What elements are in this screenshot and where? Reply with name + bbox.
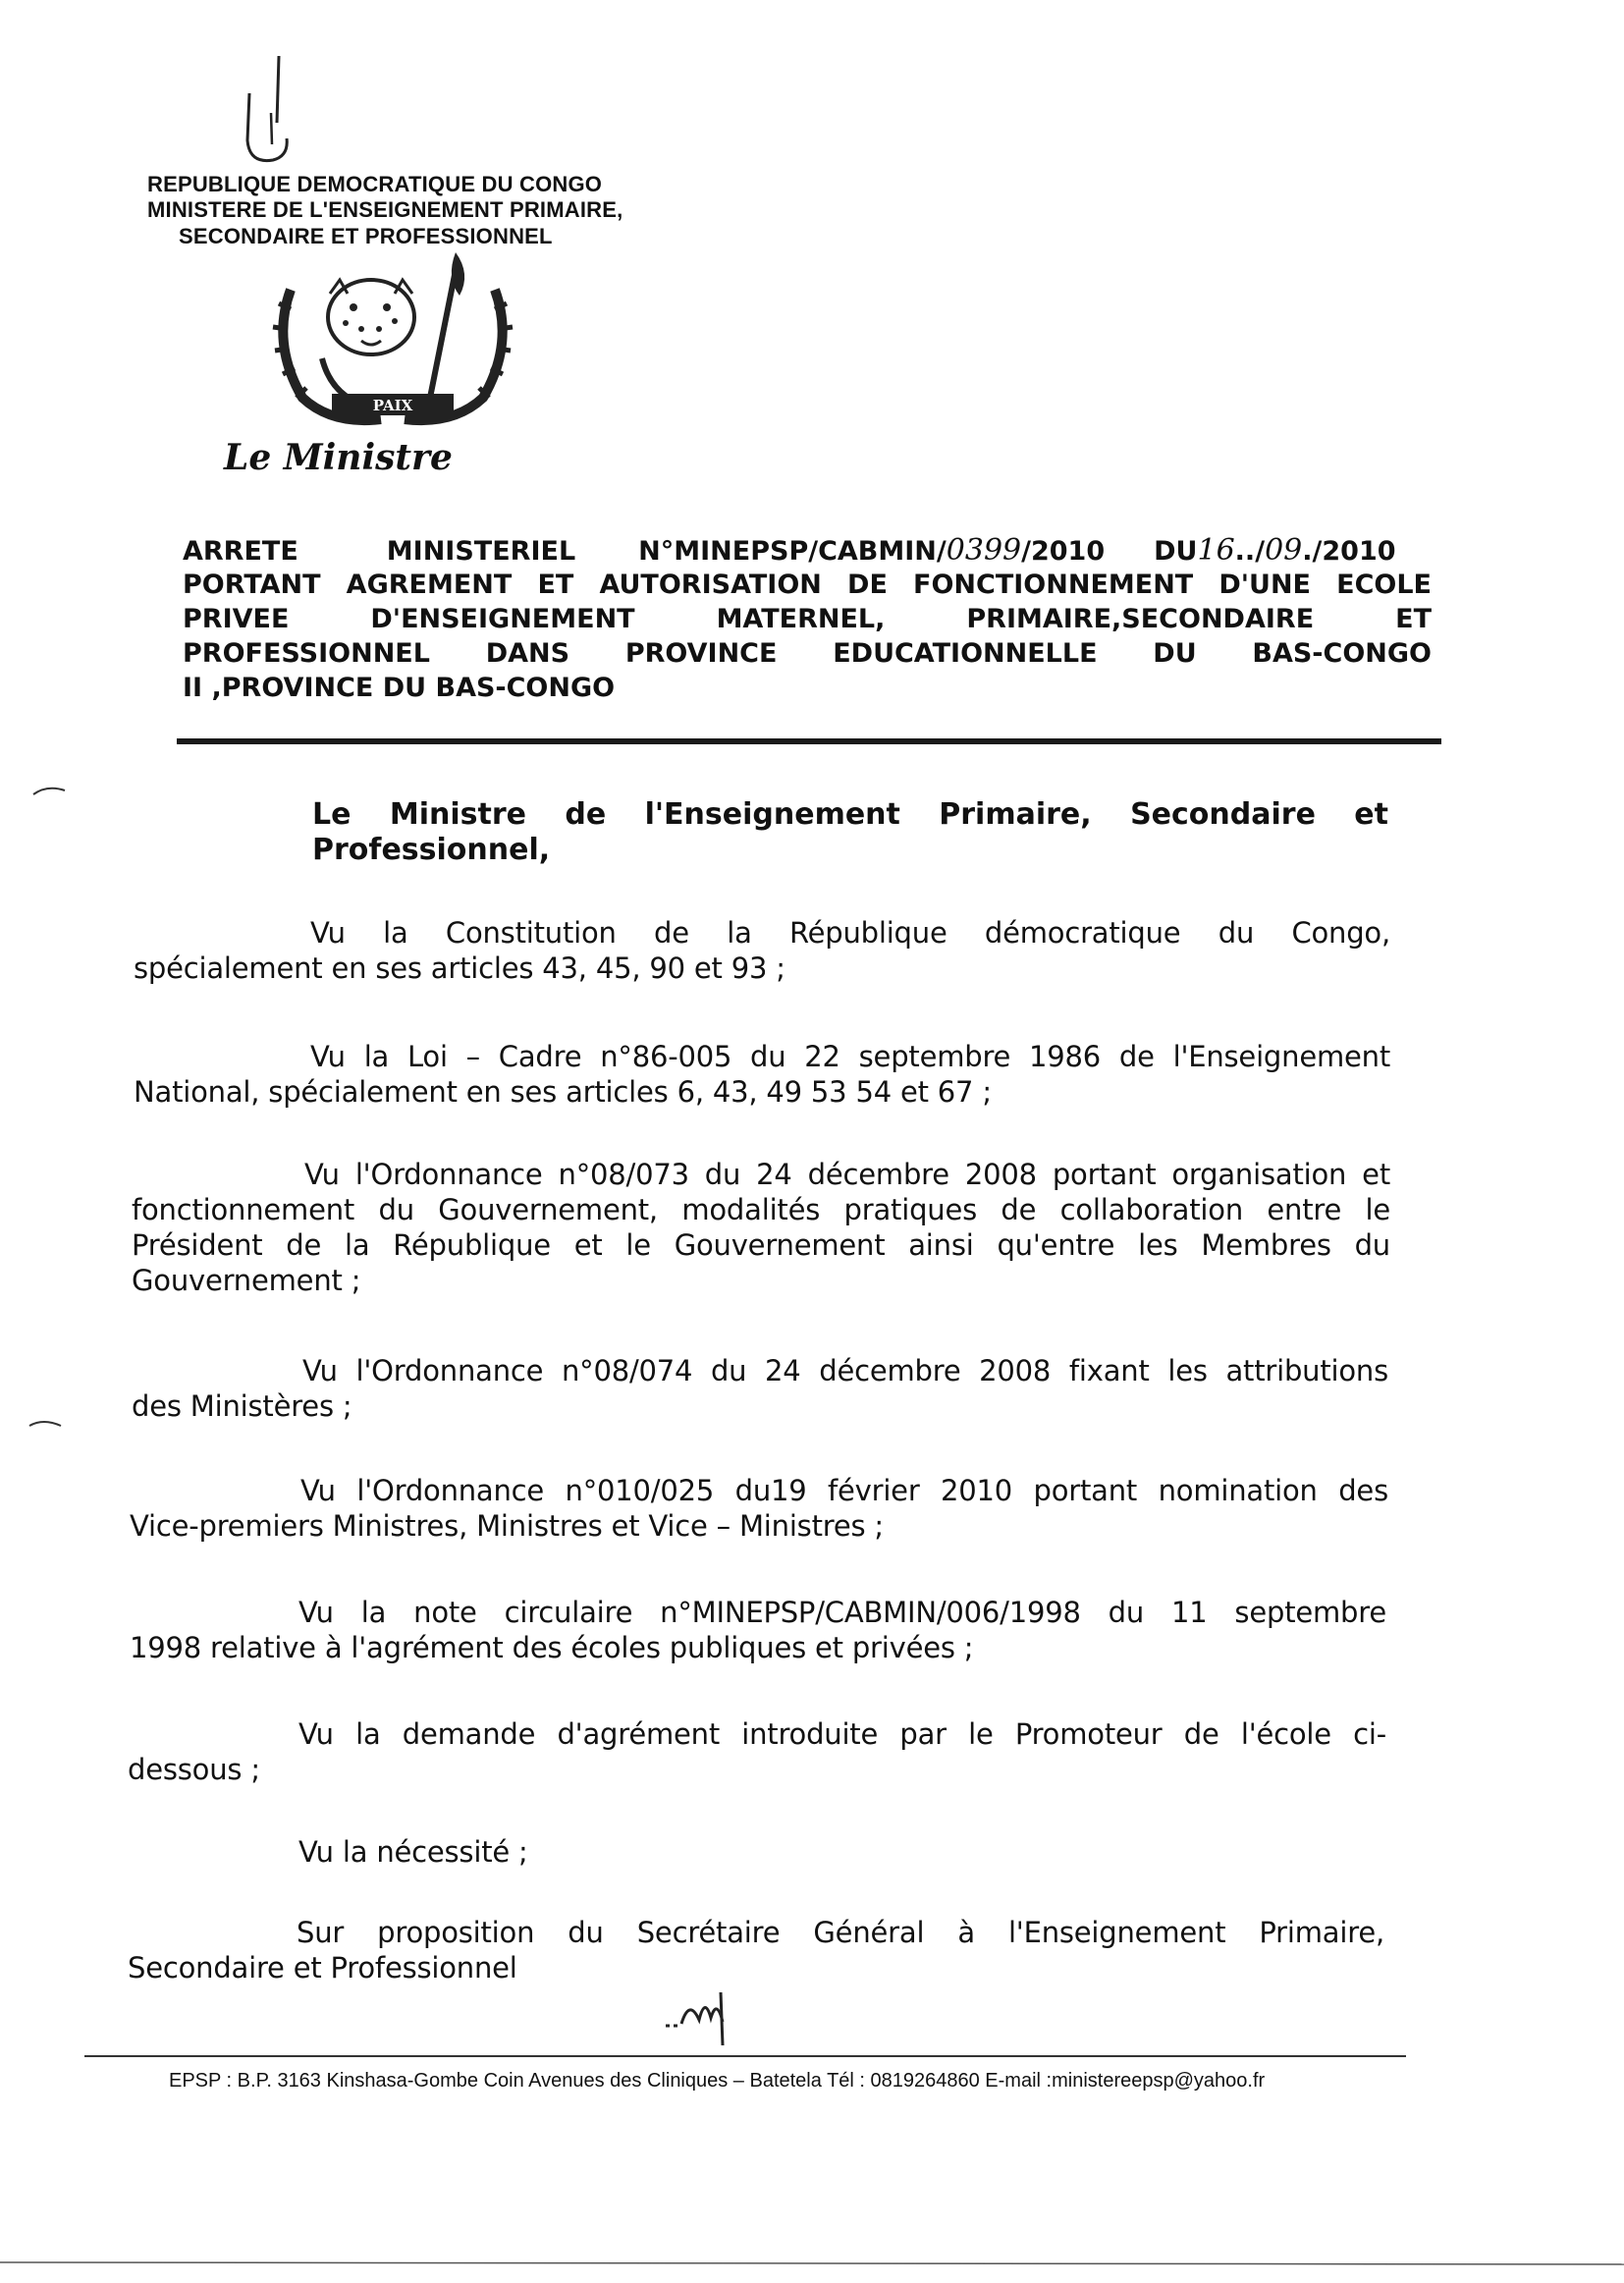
arrete-month-handwritten: 09: [1265, 533, 1303, 568]
para-ordonnance-073-line-1: Vu l'Ordonnance n°08/073 du 24 décembre 2008 portant organisation et: [304, 1158, 1390, 1191]
para-proposition-line-2: Secondaire et Professionnel: [128, 1951, 517, 1984]
para-loi-cadre-line-2: National, spécialement en ses articles 6, 43, 49 53 54 et 67 ;: [134, 1075, 992, 1109]
ministeriel-word: MINISTERIEL: [386, 536, 576, 567]
arrete-date-year: /2010: [1312, 536, 1396, 567]
para-loi-cadre-line-1: Vu la Loi – Cadre n°86-005 du 22 septembre 1986 de l'Enseignement: [310, 1040, 1390, 1073]
scan-artifact-icon: [29, 781, 69, 800]
para-ordonnance-073-line-3: Président de la République et le Gouvernement ainsi qu'entre les Membres du: [132, 1228, 1390, 1262]
para-note-circulaire-line-2: 1998 relative à l'agrément des écoles publiques et privées ;: [130, 1631, 974, 1664]
para-necessite: Vu la nécessité ;: [298, 1835, 528, 1869]
para-ordonnance-025-line-1: Vu l'Ordonnance n°010/025 du19 février 2010 portant nomination des: [300, 1474, 1388, 1507]
intro-line-1: Le Ministre de l'Enseignement Primaire, Secondaire et: [312, 797, 1388, 832]
para-ordonnance-025-line-2: Vice-premiers Ministres, Ministres et Vice – Ministres ;: [130, 1509, 884, 1543]
para-ordonnance-073-line-2: fonctionnement du Gouvernement, modalités pratiques de collaboration entre le: [132, 1193, 1390, 1226]
para-note-circulaire-line-1: Vu la note circulaire n°MINEPSP/CABMIN/006/1998 du 11 septembre: [298, 1596, 1386, 1629]
arrete-title-line-5: II ,PROVINCE DU BAS-CONGO: [183, 673, 616, 703]
para-ordonnance-073-line-4: Gouvernement ;: [132, 1264, 361, 1297]
scan-artifact-icon: [26, 1414, 65, 1434]
header-ministry: MINISTERE DE L'ENSEIGNEMENT PRIMAIRE,: [147, 197, 623, 222]
header-ministry-cont: SECONDAIRE ET PROFESSIONNEL: [179, 224, 553, 248]
para-constitution-line-1: Vu la Constitution de la République démocratique du Congo,: [310, 916, 1390, 950]
footer-address: EPSP : B.P. 3163 Kinshasa-Gombe Coin Avenues des Cliniques – Batetela Tél : 0819264860 E-mail :ministereepsp@yahoo.fr: [169, 2070, 1266, 2092]
intro-line-2: Professionnel,: [312, 833, 551, 867]
arrete-day-handwritten: 16: [1197, 533, 1235, 568]
title-divider: [177, 738, 1441, 744]
arrete-du: DU: [1154, 536, 1198, 567]
footer-divider: [84, 2055, 1406, 2057]
minister-label: Le Ministre: [224, 437, 453, 478]
arrete-reference-year: /2010: [1021, 536, 1106, 567]
para-ordonnance-074-line-2: des Ministères ;: [132, 1389, 352, 1423]
para-ordonnance-074-line-1: Vu l'Ordonnance n°08/074 du 24 décembre 2008 fixant les attributions: [302, 1354, 1388, 1387]
arrete-reference: N°MINEPSP/CABMIN/: [638, 536, 947, 567]
emblem-motto: PAIX: [372, 397, 413, 414]
para-demande-line-1: Vu la demande d'agrément introduite par le Promoteur de l'école ci-: [298, 1717, 1386, 1751]
arrete-title-line-3: PRIVEE D'ENSEIGNEMENT MATERNEL, PRIMAIRE,SECONDAIRE ET: [183, 604, 1432, 634]
para-demande-line-2: dessous ;: [128, 1753, 260, 1786]
arrete-number-line: ARRETE MINISTERIEL N°MINEPSP/CABMIN/0399/2010 DU16../09./2010: [183, 533, 1396, 568]
arrete-title-line-4: PROFESSIONNEL DANS PROVINCE EDUCATIONNELLE DU BAS-CONGO: [183, 638, 1432, 669]
arrete-number-handwritten: 0399: [946, 533, 1022, 568]
initials-mark: [660, 1979, 738, 2047]
signature-mark: [228, 54, 306, 167]
arrete-word: ARRETE: [183, 536, 298, 567]
header-country: REPUBLIQUE DEMOCRATIQUE DU CONGO: [147, 172, 603, 196]
para-proposition-line-1: Sur proposition du Secrétaire Général à l'Enseignement Primaire,: [297, 1916, 1384, 1949]
arrete-title-line-2: PORTANT AGREMENT ET AUTORISATION DE FONCTIONNEMENT D'UNE ECOLE: [183, 570, 1432, 600]
para-constitution-line-2: spécialement en ses articles 43, 45, 90 et 93 ;: [134, 951, 785, 985]
scan-edge-line: [0, 2258, 1624, 2268]
drc-coat-of-arms-icon: [263, 250, 522, 432]
